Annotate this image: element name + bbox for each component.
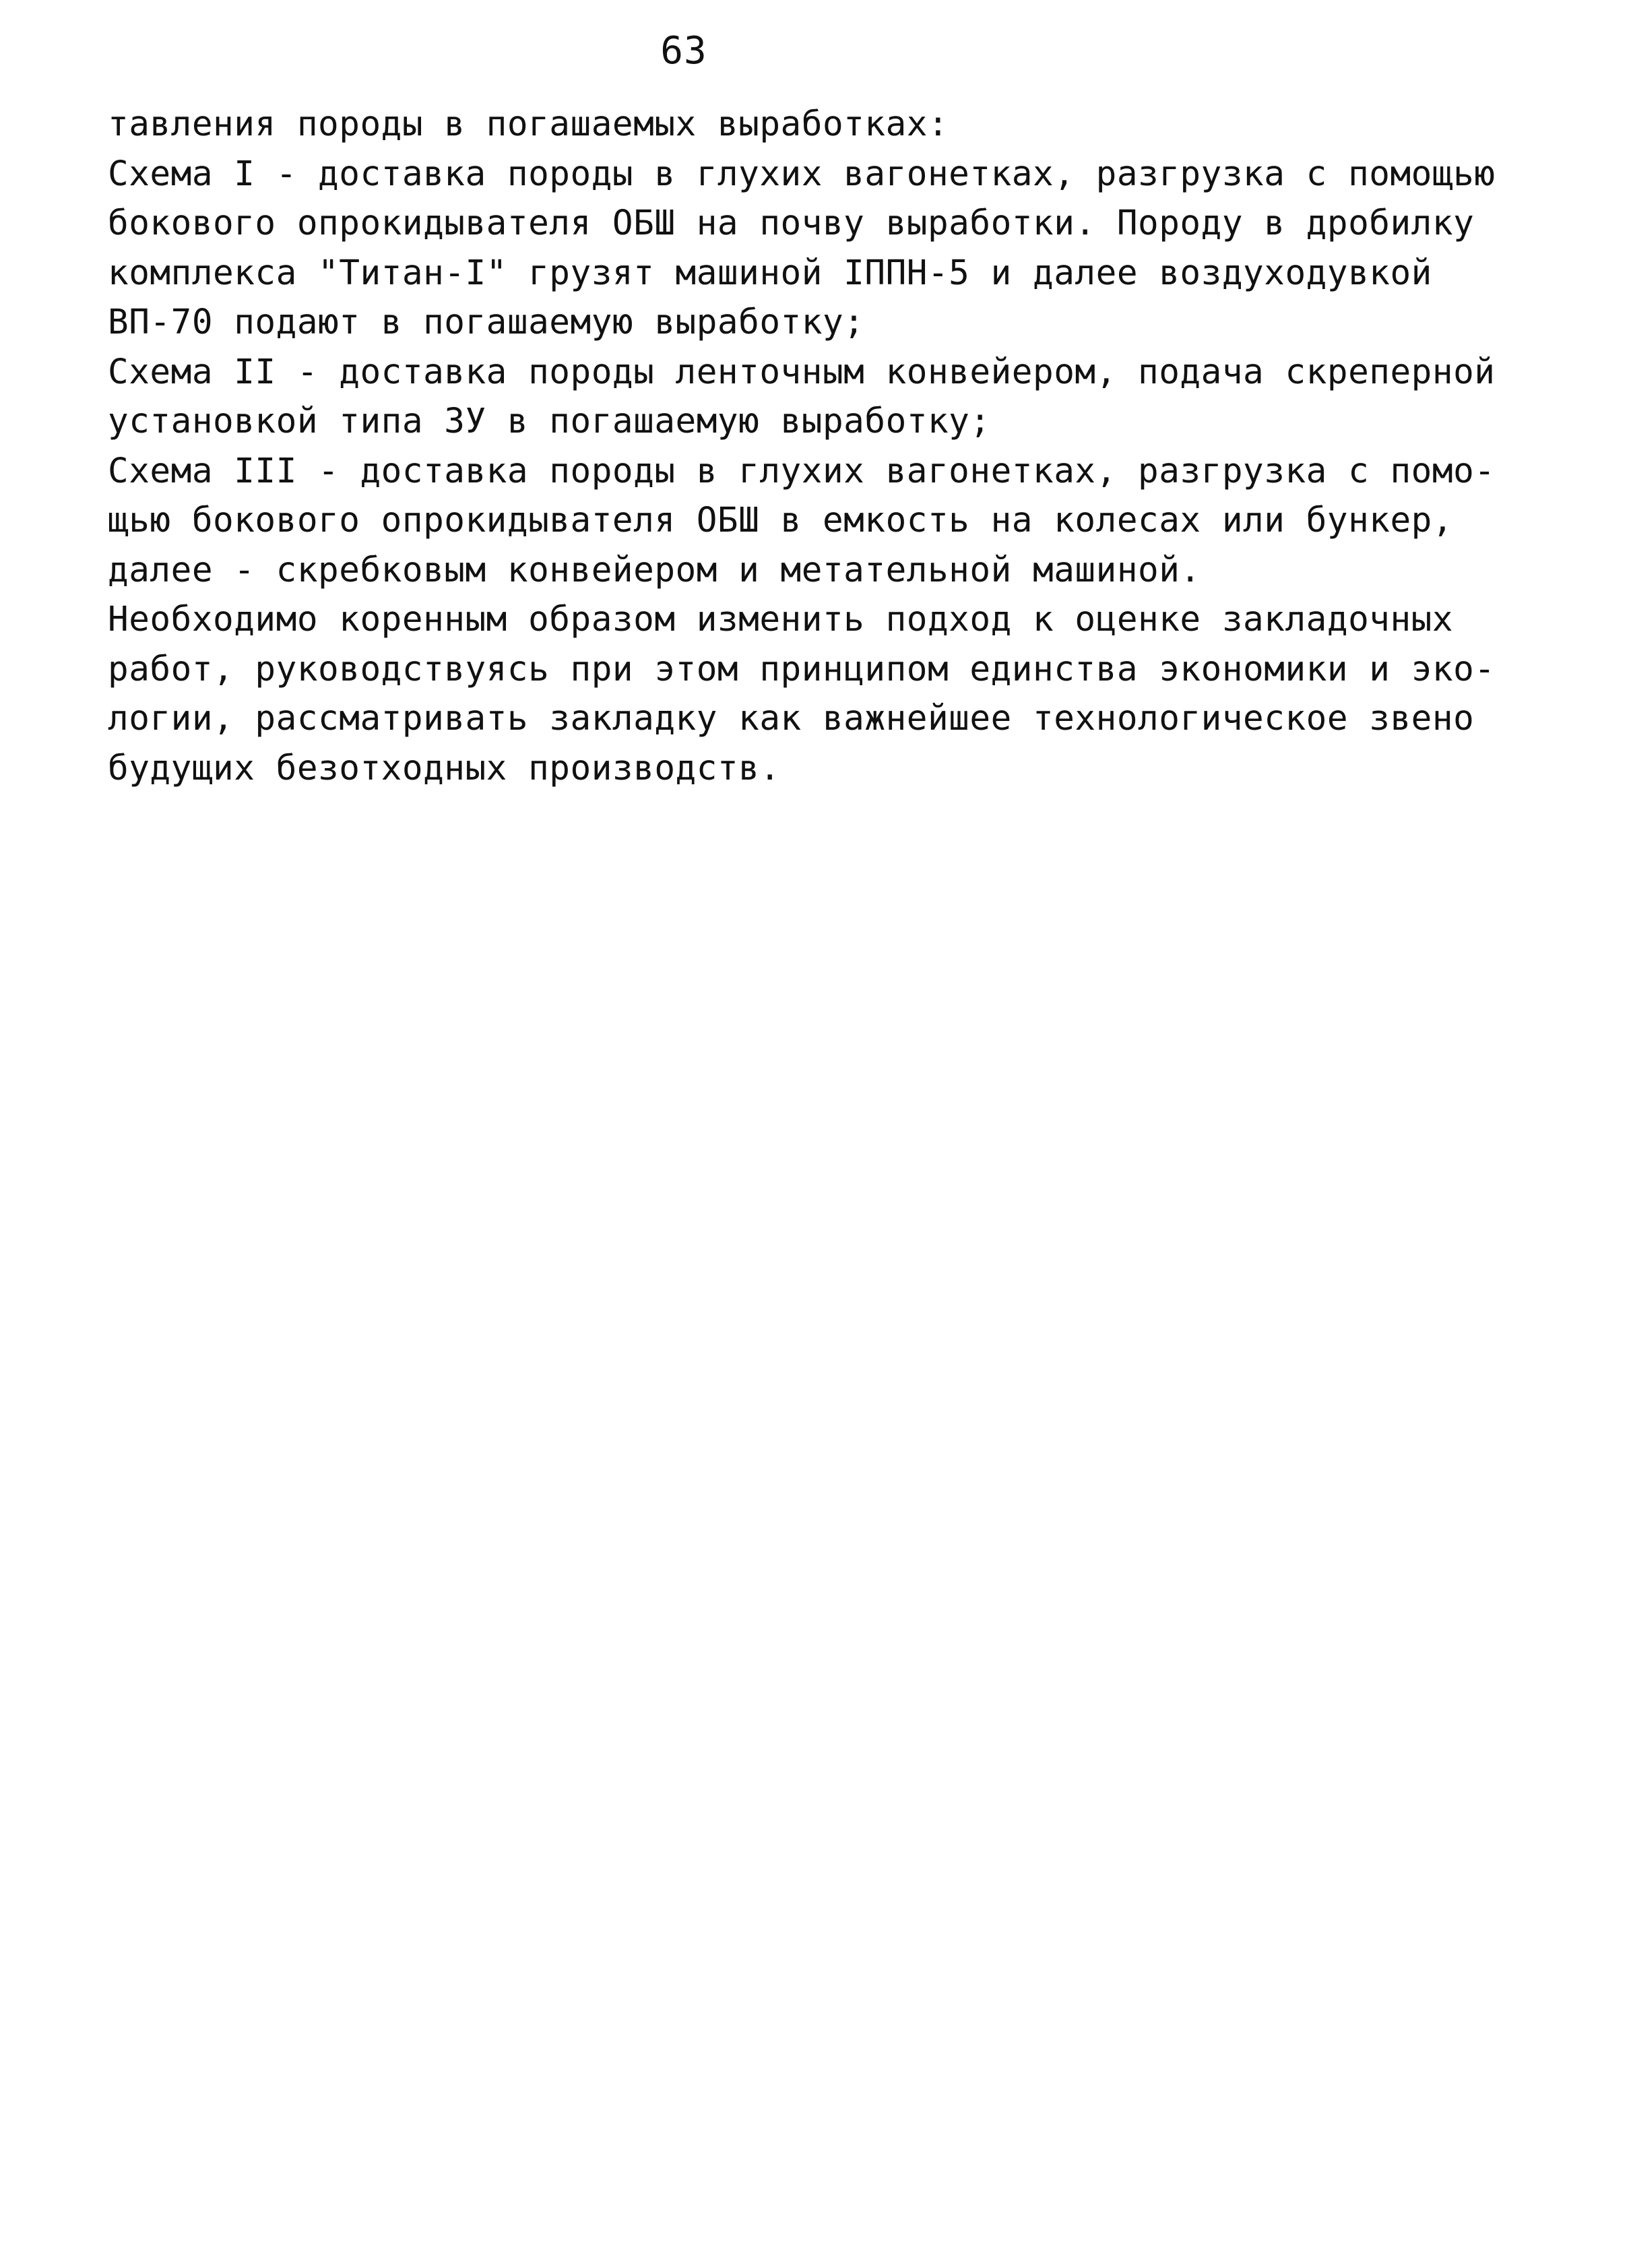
text-line: Необходимо коренным образом изменить подход к оценке закладочных: [108, 600, 1454, 639]
text-line: установкой типа ЗУ в погашаемую выработку;: [108, 402, 991, 441]
text-line: бокового опрокидывателя ОБШ на почву выработки. Породу в дробилку: [108, 203, 1475, 243]
text-line: работ, руководствуясь при этом принципом единства экономики и эко-: [108, 649, 1496, 689]
text-line: комплекса "Титан-I" грузят машиной IППН-5 и далее воздуходувкой: [108, 253, 1432, 293]
text-line: будущих безотходных производств.: [108, 748, 781, 788]
text-line: Схема I - доставка породы в глухих вагонетках, разгрузка с помощью: [108, 154, 1496, 194]
body-text: [108, 100, 1523, 793]
text-line: щью бокового опрокидывателя ОБШ в емкость на колесах или бункер,: [108, 501, 1454, 540]
text-line: ВП-70 подают в погашаемую выработку;: [108, 303, 865, 342]
text-line: логии, рассматривать закладку как важнейшее технологическое звено: [108, 699, 1475, 738]
text-line: Схема III - доставка породы в глухих вагонетках, разгрузка с помо-: [108, 451, 1496, 491]
text-line: тавления породы в погашаемых выработках:: [108, 104, 949, 144]
text-line: далее - скребковым конвейером и метательной машиной.: [108, 550, 1201, 590]
text-line: Схема II - доставка породы ленточным конвейером, подача скреперной: [108, 352, 1496, 392]
page-number: 63: [660, 29, 707, 73]
